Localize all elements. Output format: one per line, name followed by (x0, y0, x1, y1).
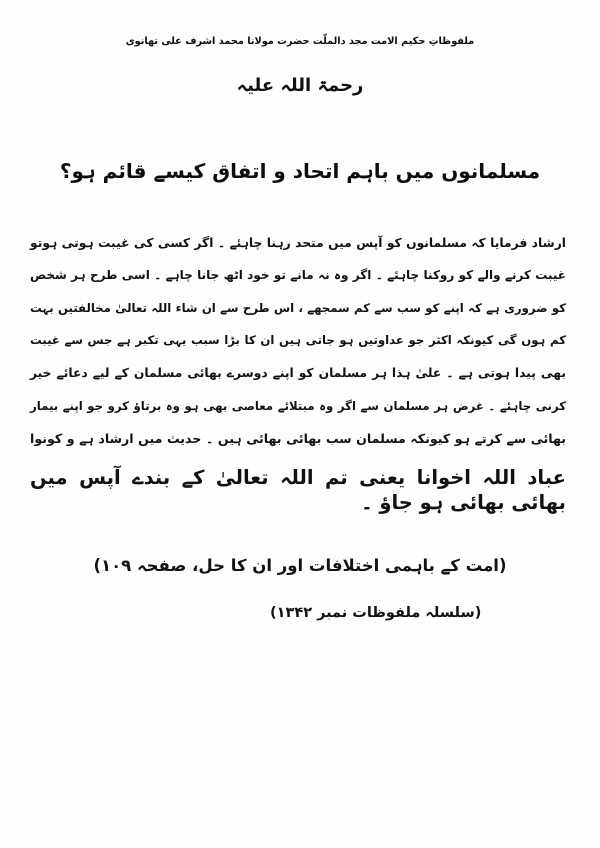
body-line: غیبت کرنے والے کو روکنا چاہئے ۔ اگر وہ نہ مانے تو خود اٹھ جانا چاہے ۔ اسی طرح ہر شخص (30, 267, 566, 282)
body-line: کرنی چاہئے ۔ غرض ہر مسلمان سے اگر وہ مبتلائے معاصی بھی ہو وہ برتاؤ کرو جو اپنے بیمار (30, 398, 566, 413)
body-line: ارشاد فرمایا کہ مسلمانوں کو آپس میں متحد رہنا چاہئے ۔ اگر کسی کی غیبت ہوتی ہوتو (30, 235, 566, 250)
citation-source: (امت کے باہمی اختلافات اور ان کا حل، صفحہ ۱۰۹) (93, 556, 507, 576)
citation-series: (سلسلہ ملفوظات نمبر ۱۳۴۲) (270, 604, 482, 621)
page-title: ملفوظاتِ حکیم الامت مجد دالملّت حضرت مولانا محمد اشرف علی تھانوی (125, 36, 475, 47)
body-line: بھائی سے کرتے ہو کیونکہ مسلمان سب بھائی بھائی ہیں ۔ حدیث میں ارشاد ہے و کونوا (30, 431, 566, 447)
citation-series-wrapper (0, 603, 600, 625)
body-line: کو ضروری ہے کہ اپنے کو سب سے کم سمجھے ، اس طرح سے ان شاء اللہ تعالیٰ مخالفتیں بہت (30, 300, 566, 315)
page-subtitle: رحمۃ اللہ علیہ (236, 74, 364, 96)
body-line: عباد اللہ اخوانا یعنی تم اللہ تعالیٰ کے بندے آپس میں بھائی بھائی ہو جاؤ ۔ (30, 465, 566, 515)
body-text (0, 235, 600, 517)
title-block (0, 0, 600, 99)
body-line: بھی پیدا ہوتی ہے ۔ علیٰ ہذا ہر مسلمان کو اپنے دوسرے بھائی مسلمان کے لیے دعائے خیر (30, 366, 566, 381)
question-heading: مسلمانوں میں باہم اتحاد و اتفاق کیسے قائم ہو؟ (59, 158, 541, 183)
body-line: کم ہوں گی کیونکہ اکثر جو عداوتیں ہو جاتی ہیں ان کا بڑا سبب یہی تکبر ہے جس سے غیبت (30, 332, 566, 347)
